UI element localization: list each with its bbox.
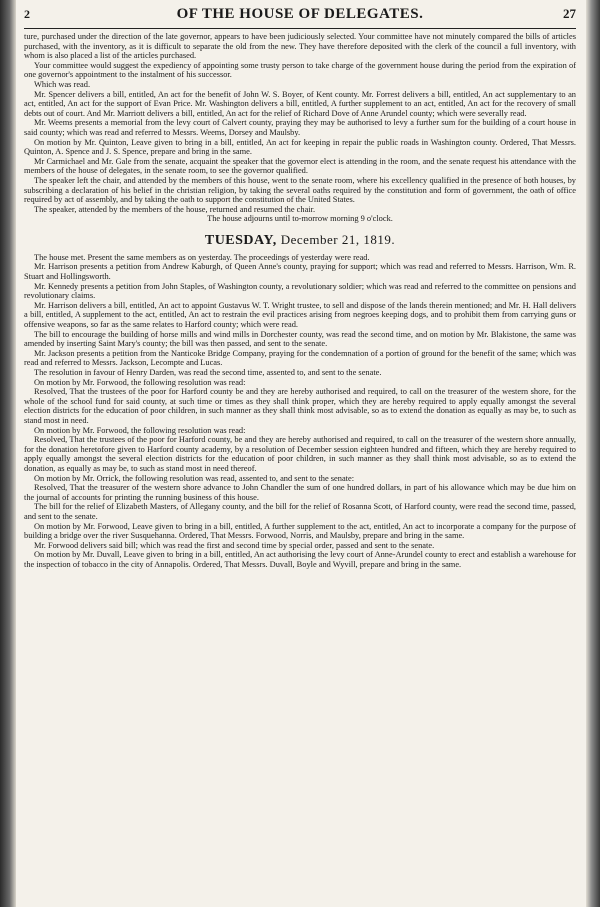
paragraph: Resolved, That the trustees of the poor for Harford county, be and they are hereby authorised and required, to call on the treasurer of the western shore annually, for the donation heretofore given to Harford county academy, by a resolution of December session eighteen hundred and fifteen, which they are hereby required to apply equally amongst the several election districts for the education of poor children, in such manner as they shall think most advisable, so as to extend the donation, as equally as may be, to such as stand most in need thereof. [24,435,576,473]
section-heading [24,232,576,249]
paragraph: The speaker, attended by the members of the house, returned and resumed the chair. [34,204,316,214]
proceedings-block-1 [24,32,576,224]
page-number: 27 [563,6,576,21]
paragraph: On motion by Mr. Orrick, the following resolution was read, assented to, and sent to the senate: [34,473,355,483]
paragraph: Resolved, That the trustees of the poor for Harford county be and they are hereby authorised and required, to call on the treasurer of the western shore, for the whole of the school fund for said county, at such time or times as they shall think proper, which they are hereby required to apply equally amongst the several election districts for the education of poor children, in such manner as they shall think most advisable, so as to extend the donation as equally as may be, to such as stand most in need. [24,387,576,425]
paragraph: Mr. Harrison delivers a bill, entitled, An act to appoint Gustavus W. T. Wright trustee, to sell and dispose of the lands therein mentioned; and Mr. H. Hall delivers a bill, entitled, A supplement to the act, entitled, An act to restrain the evil practices arising from negroes keeping dogs, and to prohibit them from carrying guns or offensive weapons, so far as the same relates to Harford county; which were read. [24,300,576,330]
paragraph: Mr Carmichael and Mr. Gale from the senate, acquaint the speaker that the governor elect is attending in the room, and the senate request his attendance with the members of the house of delegates, in the senate room, to see the governor qualified. [24,156,576,176]
section-day: TUESDAY, [204,232,277,248]
paragraph: Mr. Jackson presents a petition from the Nanticoke Bridge Company, praying for the condemnation of a portion of ground for the benefit of the same; which was read and referred to Messrs. Jackson, Lecompte and Lucas. [24,348,576,368]
paragraph: Mr. Kennedy presents a petition from John Staples, of Washington county, a revolutionary soldier; which was read and referred to the committee on pensions and revolutionary claims. [24,281,576,301]
paragraph: Which was read. [34,79,91,89]
paragraph: Your committee would suggest the expediency of appointing some trusty person to take charge of the government house during the period from the expiration of one governor's appointment to the instalment of his successor. [24,60,576,80]
paragraph: The bill to encourage the building of horse mills and wind mills in Dorchester county, was read the second time, and on motion by Mr. Blakistone, the same was amended by inserting Saint Mary's county; the bill was then passed, and sent to the senate. [24,329,576,349]
paragraph: On motion by Mr. Quinton, Leave given to bring in a bill, entitled, An act for keeping in repair the public roads in Washington county. Ordered, That Messrs. Quinton, A. Spence and J. S. Spence, prepare and bring in the same. [24,137,576,157]
paragraph: Resolved, That the treasurer of the western shore advance to John Chandler the sum of one hundred dollars, in part of his allowance which may be due him on the journal of accounts for printing the running business of this house. [24,483,576,502]
adjournment-line: The house adjourns until to-morrow morning 9 o'clock. [207,214,393,224]
paragraph: The resolution in favour of Henry Darden, was read the second time, assented to, and sent to the senate. [34,368,382,377]
paragraph: On motion by Mr. Duvall, Leave given to bring in a bill, entitled, An act authorising the levy court of Anne-Arundel county to erect and establish a warehouse for the inspection of tobacco in the city of Annapolis. Ordered, That Messrs. Duvall, Boyle and Wyvill, prepare and bring in the same. [24,550,576,569]
page-edge-right [586,0,600,907]
paragraph: Mr. Spencer delivers a bill, entitled, An act for the benefit of John W. S. Boyer, of Kent county. Mr. Forrest delivers a bill, entitled, An act supplementary to an act, entitled, An act for the support of Evan Price. Mr. Washington delivers a bill, entitled, A further supplement to an act, entitled, An act for the recovery of small debts out of court. And Mr. Marriott delivers a bill, entitled, An act for the relief of Richard Dove of Anne Arundel county; which were severally read. [24,89,576,118]
paragraph: On motion by Mr. Forwood, the following resolution was read: [34,425,246,435]
paragraph: The speaker left the chair, and attended by the members of this house, went to the senate room, where his excellency qualified in the presence of both houses, by subscribing a declaration of his belief in the christian religion, by taking the several oaths required by the constitution and form of government, the oath of office required by act of assembly, and by taking the oath to support the constitution of the United States. [24,175,576,205]
paragraph: The bill for the relief of Elizabeth Masters, of Allegany county, and the bill for the relief of Rosanna Scott, of Harford county, were read the second time, passed, and sent to the senate. [24,502,576,521]
paragraph: Mr. Forwood delivers said bill; which was read the first and second time by special order, passed and sent to the senate. [34,540,435,550]
running-head: OF THE HOUSE OF DELEGATES. [176,6,424,22]
page-header [24,6,576,29]
paragraph: ture, purchased under the direction of the late governor, appears to have been judiciously selected. Your committee have not minutely compared the bills of articles purchased, with the inventory, as it is difficult to separate the old from the new. They have therefore deposited with the clerk of the council a full inventory, with whom is also placed a list of the articles purchased. [24,32,576,61]
page-number-left: 2 [24,7,30,21]
paragraph: The house met. Present the same members as on yesterday. The proceedings of yesterday were read. [34,252,370,262]
paragraph: On motion by Mr. Forwood, Leave given to bring in a bill, entitled, A further supplement to the act, entitled, An act to incorporate a company for the purpose of building a bridge over the river Susquehanna. Ordered, That Messrs. Forwood, Norris, and Maulsby, prepare and bring in the same. [24,521,576,541]
page-content [24,6,576,903]
paragraph: On motion by Mr. Forwood, the following resolution was read: [34,377,246,387]
paragraph: Mr. Weems presents a memorial from the levy court of Calvert county, praying they may be authorised to levy a further sum for the building of a court house in said county; which was read and referred to Messrs. Weems, Dorsey and Maulsby. [24,118,576,137]
proceedings-block-2 [24,253,576,570]
paragraph: Mr. Harrison presents a petition from Andrew Kaburgh, of Queen Anne's county, praying for support; which was read and referred to Messrs. Harrison, Wm. R. Stuart and Hollingsworth. [24,262,576,282]
page-edge-left [0,0,16,907]
section-date: December 21, 1819. [280,231,396,247]
